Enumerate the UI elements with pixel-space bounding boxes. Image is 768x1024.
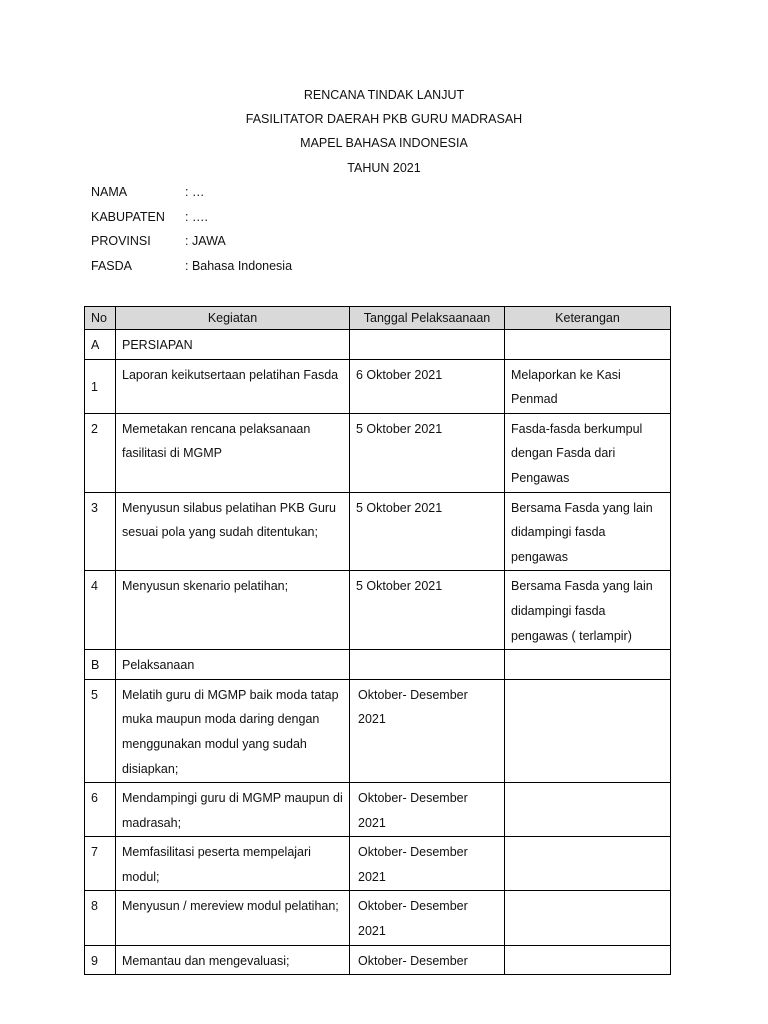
- header-kegiatan: Kegiatan: [116, 307, 350, 330]
- row-number: 5: [85, 679, 116, 782]
- table-row: [85, 571, 671, 650]
- empty-cell: [505, 650, 671, 680]
- table-row: [85, 413, 671, 492]
- table-row: [85, 945, 671, 975]
- table-row: [85, 359, 671, 413]
- header-no: No: [85, 307, 116, 330]
- row-kegiatan: Menyusun silabus pelatihan PKB Guru sesuai pola yang sudah ditentukan;: [116, 492, 350, 571]
- meta-value: : ….: [185, 210, 208, 224]
- section-title: PERSIAPAN: [116, 330, 350, 360]
- row-keterangan: Fasda-fasda berkumpul dengan Fasda dari Pengawas: [505, 413, 671, 492]
- row-tanggal: Oktober- Desember 2021: [350, 837, 505, 891]
- section-row-persiapan: [85, 330, 671, 360]
- doc-title: RENCANA TINDAK LANJUT: [303, 88, 465, 102]
- table-row: [85, 783, 671, 837]
- section-row-pelaksanaan: [85, 650, 671, 680]
- row-number: 2: [85, 413, 116, 492]
- meta-label: FASDA: [91, 259, 132, 273]
- row-tanggal: 6 Oktober 2021: [350, 359, 505, 413]
- table-row: [85, 837, 671, 891]
- row-keterangan: [505, 679, 671, 782]
- row-tanggal: 5 Oktober 2021: [350, 492, 505, 571]
- row-keterangan: [505, 891, 671, 945]
- row-keterangan: [505, 837, 671, 891]
- row-keterangan: Bersama Fasda yang lain didampingi fasda pengawas ( terlampir): [505, 571, 671, 650]
- row-number: 3: [85, 492, 116, 571]
- row-keterangan: [505, 783, 671, 837]
- row-tanggal: 5 Oktober 2021: [350, 571, 505, 650]
- row-tanggal: Oktober- Desember: [350, 945, 505, 975]
- row-tanggal: Oktober- Desember 2021: [350, 679, 505, 782]
- row-number: 8: [85, 891, 116, 945]
- section-letter: B: [85, 650, 116, 680]
- row-kegiatan: Melatih guru di MGMP baik moda tatap muka maupun moda daring dengan menggunakan modul yang sudah disiapkan;: [116, 679, 350, 782]
- meta-label: NAMA: [91, 185, 128, 199]
- table-row: [85, 891, 671, 945]
- empty-cell: [350, 650, 505, 680]
- table-row: [85, 679, 671, 782]
- meta-value: : Bahasa Indonesia: [185, 259, 293, 273]
- row-kegiatan: Memetakan rencana pelaksanaan fasilitasi di MGMP: [116, 413, 350, 492]
- table-row: [85, 492, 671, 571]
- header-keterangan: Keterangan: [505, 307, 671, 330]
- row-number: 4: [85, 571, 116, 650]
- row-tanggal: Oktober- Desember 2021: [350, 891, 505, 945]
- row-number: 7: [85, 837, 116, 891]
- section-letter: A: [85, 330, 116, 360]
- empty-cell: [505, 330, 671, 360]
- row-keterangan: Melaporkan ke Kasi Penmad: [505, 359, 671, 413]
- row-tanggal: Oktober- Desember 2021: [350, 783, 505, 837]
- row-kegiatan: Laporan keikutsertaan pelatihan Fasda: [116, 359, 350, 413]
- row-number: 6: [85, 783, 116, 837]
- row-tanggal: 5 Oktober 2021: [350, 413, 505, 492]
- header-tanggal: Tanggal Pelaksaanaan: [350, 307, 505, 330]
- doc-subtitle-subject: MAPEL BAHASA INDONESIA: [300, 136, 468, 150]
- row-kegiatan: Menyusun / mereview modul pelatihan;: [116, 891, 350, 945]
- meta-label: PROVINSI: [91, 234, 151, 248]
- meta-label: KABUPATEN: [91, 210, 165, 224]
- table-header-row: [85, 307, 671, 330]
- row-kegiatan: Memfasilitasi peserta mempelajari modul;: [116, 837, 350, 891]
- row-kegiatan: Memantau dan mengevaluasi;: [116, 945, 350, 975]
- activity-plan-table: [84, 306, 671, 975]
- row-number: 9: [85, 945, 116, 975]
- row-kegiatan: Menyusun skenario pelatihan;: [116, 571, 350, 650]
- section-title: Pelaksanaan: [116, 650, 350, 680]
- row-keterangan: Bersama Fasda yang lain didampingi fasda pengawas: [505, 492, 671, 571]
- row-kegiatan: Mendampingi guru di MGMP maupun di madrasah;: [116, 783, 350, 837]
- doc-subtitle-facilitator: FASILITATOR DAERAH PKB GURU MADRASAH: [245, 112, 523, 126]
- doc-subtitle-year: TAHUN 2021: [347, 161, 421, 175]
- row-keterangan: [505, 945, 671, 975]
- meta-value: : JAWA: [185, 234, 226, 248]
- row-number: 1: [85, 359, 116, 413]
- empty-cell: [350, 330, 505, 360]
- meta-value: : …: [185, 185, 205, 199]
